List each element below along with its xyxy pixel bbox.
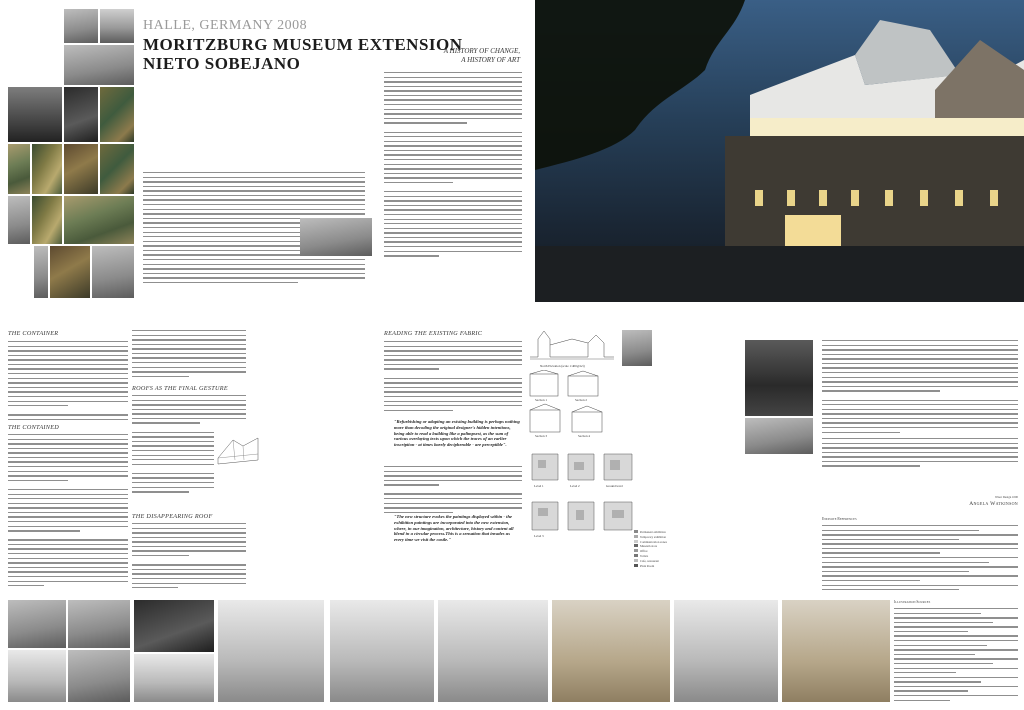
author-course: Wiser Design 1000 (994, 495, 1018, 499)
level2-label: Level 2 (570, 484, 580, 488)
legend-toilets: Toilets (634, 554, 694, 559)
reading-text-block (384, 341, 522, 416)
plan-legend (634, 530, 694, 570)
illustration-sources-list (894, 608, 1018, 704)
painting-photo-a (100, 87, 134, 142)
legend-museum-store: Museum store (634, 544, 694, 549)
illustration-sources-title: Illustration Sources (894, 600, 931, 604)
stone-gallery-photo (552, 600, 670, 702)
section-heading-roofs: ROOFS AS THE FINAL GESTURE (132, 385, 228, 392)
palimpsest-quote: "Refurbishing or adapting an existing building is perhaps nothing more than decoding the original designer's hidden intentions, being able to read a building like a palimpsest, as the sum of various overlaying texts upon which the traces of an earlier inscription - at times barely decipherable - are perceptible". (394, 419, 520, 448)
section2-label: Section 2 (575, 398, 587, 402)
legend-plant: Plant Room (634, 564, 694, 569)
elevation-photo (622, 330, 652, 366)
exhibition-hall-photo (330, 600, 434, 702)
legend-office: Office (634, 549, 694, 554)
painting-photo-b (8, 144, 30, 194)
disappearing-text-block (132, 523, 246, 595)
museum-night-illustration (535, 0, 1024, 302)
painting-photo-h (64, 196, 134, 244)
endnotes-list (822, 525, 1018, 595)
exhibition-spaces-text (132, 330, 246, 382)
interior-detail-photo (745, 418, 813, 454)
roof-sketch-figure (213, 430, 263, 470)
painting-photo-i (50, 246, 90, 298)
location-title: HALLE, GERMANY 2008 (143, 18, 308, 33)
painting-photo-f (8, 196, 30, 244)
section-heading-disappearing: THE DISAPPEARING ROOF (132, 513, 213, 520)
painting-photo-c (32, 144, 62, 194)
historic-painting-photo (64, 45, 134, 85)
castle-ruin-photo (64, 87, 98, 142)
castle-wall-photo (300, 218, 372, 256)
castle-towers-photo (64, 9, 98, 43)
section3-label: Section 3 (535, 434, 547, 438)
vertical-caption (8, 250, 32, 296)
conclusion-text-block-2 (822, 438, 1018, 486)
painting-photo-e (100, 144, 134, 194)
gallery-interior-photo (218, 600, 324, 702)
gallery-dark-photo (134, 600, 214, 652)
legend-permanent: Permanent exhibition (634, 530, 694, 535)
legend-cafe: Cafe, restaurant (634, 559, 694, 564)
subtitle-line1: A HISTORY OF CHANGE, (443, 47, 520, 55)
museum-night-photo (535, 0, 1024, 302)
north-elevation-drawing (528, 325, 616, 365)
sketch-photo (92, 246, 134, 298)
section-heading-reading: READING THE EXISTING FABRIC (384, 330, 483, 337)
ruin-photo (8, 87, 62, 142)
subtitle-line2: A HISTORY OF ART (461, 56, 520, 64)
section-drawings (528, 370, 658, 442)
legend-temporary: Temporary exhibition (634, 535, 694, 540)
paintings-quote: "The new structure evokes the paintings displayed within - the exhibition paintings are incorporated into the new extension, where, in our imagination, architecture, history and content all blend in a circular process.This is a sensation that invades us every time we visit the castle." (394, 514, 514, 543)
floor-plans (528, 450, 640, 560)
castle-aerial-photo-2 (68, 600, 130, 648)
contained-text-block (8, 434, 128, 594)
castle-aerial-photo (8, 600, 66, 648)
architect-title: NIETO SOBEJANO (143, 54, 301, 73)
conclusion-text-block (822, 340, 1018, 440)
legend-communication: Communication zones (634, 540, 694, 545)
author-name: Angela Watkinson (969, 501, 1018, 507)
painting-photo-d (64, 144, 98, 194)
endnotes-title: Endnote References (822, 517, 857, 521)
history-text-block (384, 72, 522, 272)
level1-label: Level 1 (534, 484, 544, 488)
section1-label: Section 1 (535, 398, 547, 402)
ground-level-label: Ground level (606, 484, 623, 488)
painting-wall-photo (782, 600, 890, 702)
interior-atrium-photo (745, 340, 813, 416)
section4-label: Section 4 (578, 434, 590, 438)
north-elevation-label: North Elevation (scale 1:400@A3) (540, 364, 585, 368)
level3-label: Level 3 (534, 534, 544, 538)
section-heading-contained: THE CONTAINED (8, 424, 60, 431)
church-photo (100, 9, 134, 43)
white-roof-photo (134, 654, 214, 702)
page-title: MORITZBURG MUSEUM EXTENSION (143, 35, 463, 54)
corridor-gallery-photo (674, 600, 778, 702)
painting-photo-g (32, 196, 62, 244)
reading-text-block-2 (384, 466, 522, 516)
archive-photo (34, 246, 48, 298)
roof-render-photo (68, 650, 130, 702)
open-gallery-photo (438, 600, 548, 702)
roof-model-photo (8, 650, 66, 702)
container-text-block (8, 341, 128, 421)
section-heading-container: THE CONTAINER (8, 330, 59, 337)
